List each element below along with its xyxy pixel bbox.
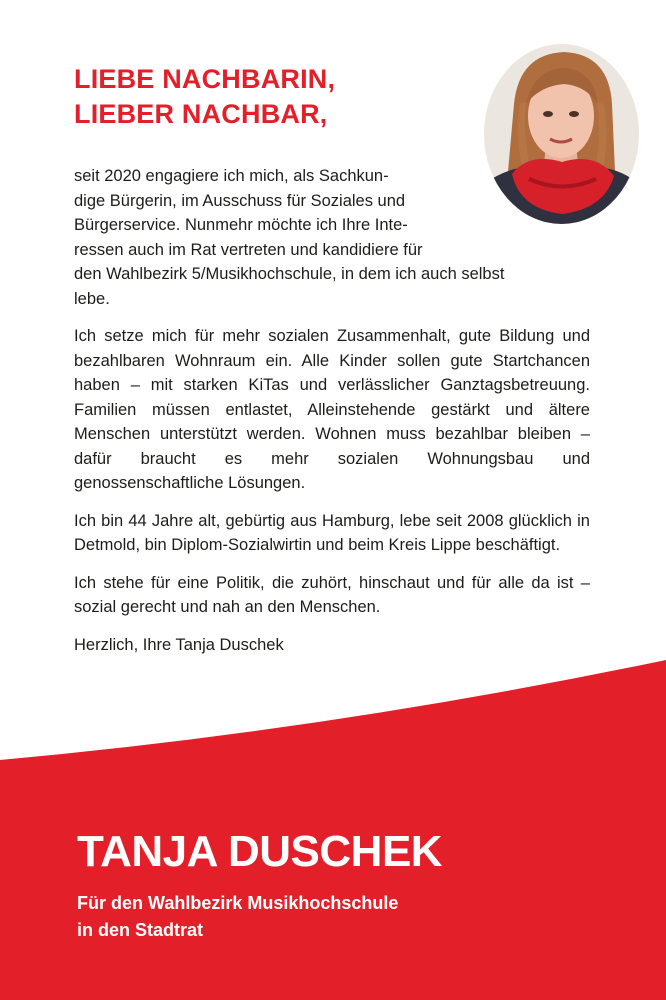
candidate-name: TANJA DUSCHEK bbox=[77, 827, 443, 876]
tagline-line-2: in den Stadtrat bbox=[77, 920, 204, 940]
candidate-tagline bbox=[77, 890, 398, 944]
letter-intro-paragraph bbox=[74, 164, 505, 311]
letter-body bbox=[74, 164, 590, 670]
greeting-line-1: LIEBE NACHBARIN, bbox=[74, 64, 336, 94]
greeting-headline bbox=[74, 62, 335, 132]
intro-line: dige Bürgerin, im Ausschuss für Soziales und bbox=[74, 191, 406, 210]
letter-paragraph-goals: Ich setze mich für mehr sozialen Zusammenhalt, gute Bildung und bezahlbaren Wohnraum ein. Alle Kinder sollen gute Startchancen haben – mit starken KiTas und verlässlicher Ganztagsbetreuung. Familien müssen entlastet, Alleinstehende gestärkt und ältere Menschen unterstützt werden. Wohnen muss bezahlbar bleiben – dafür braucht es mehr sozialen Wohnungsbau und genossenschaftliche Lösungen. bbox=[74, 327, 590, 492]
intro-line: lebe. bbox=[74, 289, 110, 308]
intro-line: ressen auch im Rat vertreten und kandidiere für bbox=[74, 240, 423, 259]
tagline-line-1: Für den Wahlbezirk Musikhochschule bbox=[77, 893, 399, 913]
letter-paragraph-politics: Ich stehe für eine Politik, die zuhört, hinschaut und für alle da ist – sozial gerecht und nah an den Menschen. bbox=[74, 573, 590, 616]
greeting-line-2: LIEBER NACHBAR, bbox=[74, 99, 328, 129]
letter-paragraph-bio: Ich bin 44 Jahre alt, gebürtig aus Hamburg, lebe seit 2008 glücklich in Detmold, bin Diplom-Sozialwirtin und beim Kreis Lippe beschäftigt. bbox=[74, 511, 590, 554]
intro-line: den Wahlbezirk 5/Musikhochschule, in dem ich auch selbst bbox=[74, 265, 505, 283]
intro-line: seit 2020 engagiere ich mich, als Sachkun- bbox=[74, 167, 389, 185]
letter-closing: Herzlich, Ihre Tanja Duschek bbox=[74, 635, 284, 654]
intro-line: Bürgerservice. Nunmehr möchte ich Ihre Inte- bbox=[74, 216, 408, 234]
